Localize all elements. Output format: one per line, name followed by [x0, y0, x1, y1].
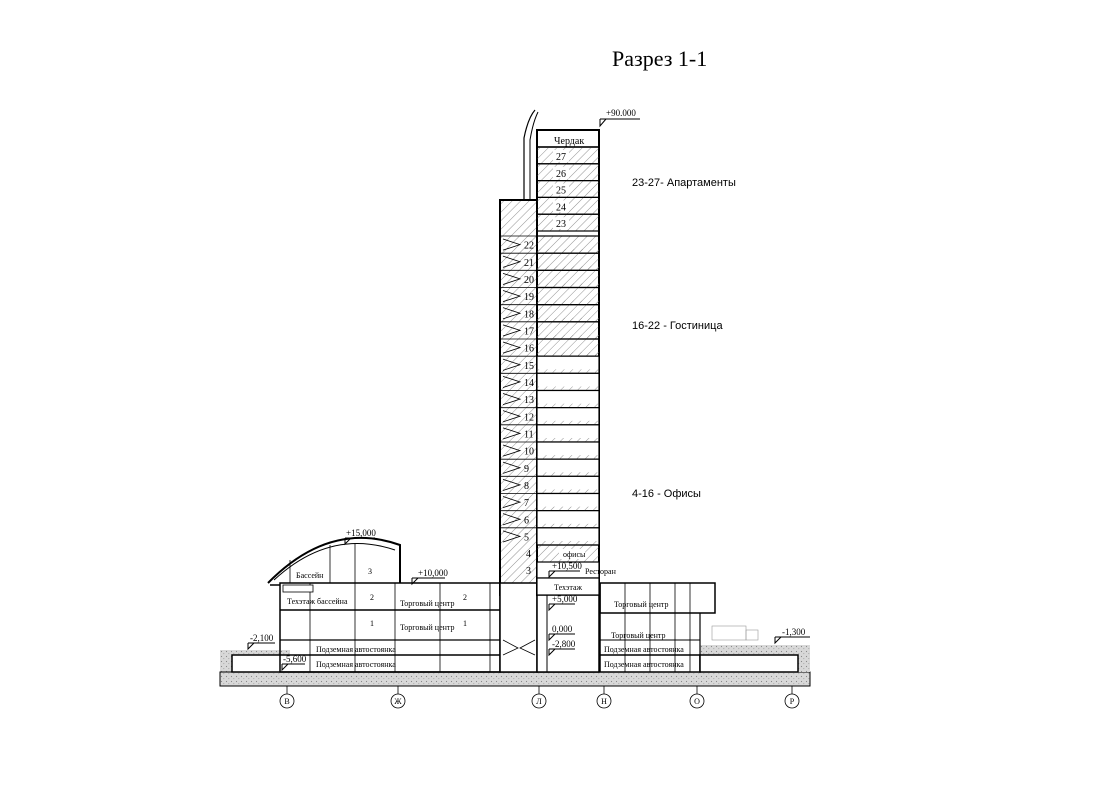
floor-number-24: 24 — [556, 202, 566, 214]
floor-number-5: 5 — [524, 532, 529, 544]
restaurant-label: Ресторан — [585, 567, 616, 576]
floor-number-15: 15 — [524, 360, 534, 372]
floor-band-21 — [537, 266, 599, 270]
elevation-left-basement: -5,600 — [283, 654, 307, 664]
floor-band-13 — [537, 404, 599, 408]
floor-band-17 — [537, 335, 599, 339]
parking-right-a: Подземная автостоянка — [604, 645, 684, 654]
podium-floor1-number-a: 1 — [370, 619, 374, 628]
elevation-top: +90.000 — [606, 108, 636, 118]
pool-dome — [268, 538, 400, 592]
elevation-0: 0,000 — [552, 624, 573, 634]
axis-label-1: Ж — [394, 697, 402, 706]
parking-left-a: Подземная автостоянка — [316, 645, 396, 654]
pool-floor-number: 3 — [368, 567, 372, 576]
zone-hotel: 16-22 - Гостиница — [632, 320, 723, 332]
floor-number-14: 14 — [524, 377, 534, 389]
floor-band-10 — [537, 455, 599, 459]
elevation-right-ground: -1,300 — [782, 627, 806, 637]
floor-band-15 — [537, 369, 599, 373]
floor-4-label: офисы — [563, 550, 586, 559]
podium-right-floor2-label: Торговый центр — [614, 600, 669, 609]
floor-number-22: 22 — [524, 240, 534, 252]
elevation-podium-roof: +10,000 — [418, 568, 448, 578]
podium-floor2-number-b: 2 — [463, 593, 467, 602]
floor-number-10: 10 — [524, 446, 534, 458]
pool-label: Бассейн — [296, 571, 324, 580]
floor-4-number: 4 — [526, 549, 531, 560]
floor-number-8: 8 — [524, 480, 529, 492]
podium-floor1-label: Торговый центр — [400, 623, 455, 632]
floor-band-9 — [537, 472, 599, 476]
parking-right-b: Подземная автостоянка — [604, 660, 684, 669]
axis-label-2: Л — [536, 697, 542, 706]
floor-band-12 — [537, 421, 599, 425]
floor-number-12: 12 — [524, 412, 534, 424]
axis-markers — [280, 686, 799, 708]
parking-left-b: Подземная автостоянка — [316, 660, 396, 669]
floor-band-22 — [537, 249, 599, 253]
drawing-title: Разрез 1-1 — [612, 46, 708, 71]
podium-floor2-label: Торговый центр — [400, 599, 455, 608]
floor-number-21: 21 — [524, 257, 534, 269]
pool-tech-label: Техэтаж бассейна — [287, 597, 348, 606]
floor-number-16: 16 — [524, 343, 534, 355]
floor-number-13: 13 — [524, 395, 534, 407]
floor-band-14 — [537, 387, 599, 391]
elevation-minus-2800: -2,800 — [552, 639, 576, 649]
podium-right-floor1-label: Торговый центр — [611, 631, 666, 640]
zone-offices: 4-16 - Офисы — [632, 488, 701, 500]
floor-3-number: 3 — [526, 566, 531, 577]
axis-label-5: Р — [789, 697, 795, 706]
axis-label-3: Н — [601, 697, 607, 706]
floor-band-7 — [537, 507, 599, 511]
elevation-left-ground: -2,100 — [250, 633, 274, 643]
floor-number-23: 23 — [556, 219, 566, 231]
floor-band-20 — [537, 284, 599, 288]
podium-floor1-number-b: 1 — [463, 619, 467, 628]
floor-number-26: 26 — [556, 168, 566, 180]
elevation-10500: +10,500 — [552, 561, 582, 571]
elevation-5000: +5,000 — [552, 594, 578, 604]
floor-band-8 — [537, 490, 599, 494]
axis-label-0: В — [284, 697, 290, 706]
tech-floor-label: Техэтаж — [554, 583, 583, 592]
floor-band-11 — [537, 438, 599, 442]
floor-number-18: 18 — [524, 309, 534, 321]
podium-floor2-number-a: 2 — [370, 593, 374, 602]
zone-apartments: 23-27- Апартаменты — [632, 177, 736, 189]
floor-band-19 — [537, 301, 599, 305]
floor-number-25: 25 — [556, 185, 566, 197]
floor-number-27: 27 — [556, 152, 566, 163]
floor-number-11: 11 — [524, 429, 534, 441]
floor-number-20: 20 — [524, 274, 534, 286]
foundation-slab — [220, 672, 810, 686]
floor-number-9: 9 — [524, 463, 529, 475]
floor-band-16 — [537, 352, 599, 356]
floor-number-17: 17 — [524, 326, 534, 338]
axis-label-4: О — [694, 697, 700, 706]
floor-number-6: 6 — [524, 515, 529, 527]
floor-band-18 — [537, 318, 599, 322]
floor-number-7: 7 — [524, 498, 529, 510]
basement-right-outline — [700, 655, 798, 672]
elevation-pool-roof: +15,000 — [346, 528, 376, 538]
floor-number-19: 19 — [524, 292, 534, 304]
attic-label: Чердак — [554, 136, 585, 147]
